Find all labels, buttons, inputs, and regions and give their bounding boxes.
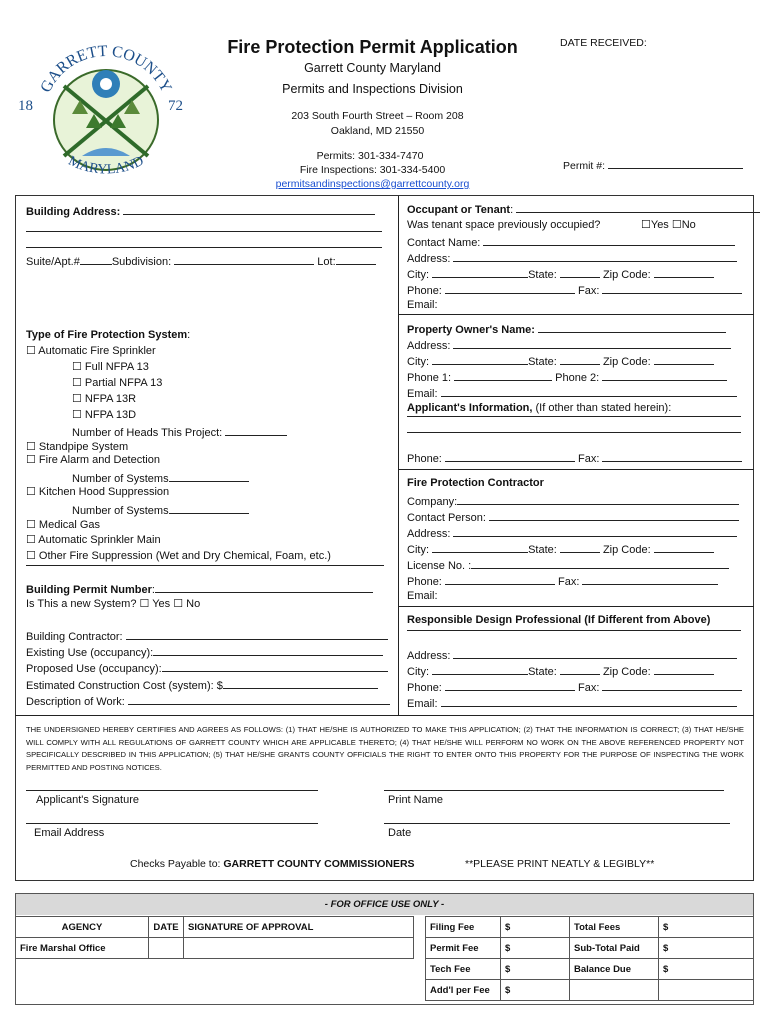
empty-cell [570,980,659,1001]
occupant-row: Occupant or Tenant: [407,201,760,217]
building-contractor-row: Building Contractor: [26,628,388,644]
occupant-city-field[interactable] [432,266,528,278]
existing-use-row: Existing Use (occupancy): [26,644,383,660]
fire-phone: Fire Inspections: 301-334-5400 [299,164,446,176]
permit-fee-value[interactable]: $ [501,938,570,959]
date-header: DATE [149,917,184,938]
occupant-fax-field[interactable] [602,282,742,294]
owner-field[interactable] [538,321,726,333]
filing-fee-label: Filing Fee [426,917,501,938]
checks-payable: Checks Payable to: GARRETT COUNTY COMMISSIONERS [130,858,415,870]
permit-fee-label: Permit Fee [426,938,501,959]
occupant-phone-field[interactable] [445,282,575,294]
occupant-address-field[interactable] [453,250,737,262]
bp-number-field[interactable] [155,581,373,593]
suite-row: Suite/Apt.# Subdivision: Lot: [26,253,376,269]
rdp-address-field[interactable] [453,647,737,659]
print-neatly-note: **PLEASE PRINT NEATLY & LEGIBLY** [465,858,655,870]
new-system-question[interactable]: Is This a new System? ☐ Yes ☐ No [26,598,201,610]
owner-phone-row: Phone 1: Phone 2: [407,369,727,385]
rdp-fax-field[interactable] [602,679,742,691]
applicant-row: Applicant's Information, (If other than stated herein): [407,402,672,414]
owner-zip-field[interactable] [654,353,714,365]
existing-use-field[interactable] [153,644,383,656]
agency-header: AGENCY [16,917,149,938]
description-row: Description of Work: [26,693,390,709]
permits-phone: Permits: 301-334-7470 [316,150,424,162]
date-received-label: DATE RECEIVED: [560,37,647,49]
balance-due-value[interactable]: $ [659,959,754,980]
owner-phone1-field[interactable] [454,369,552,381]
owner-email-field[interactable] [441,385,737,397]
filing-fee-value[interactable]: $ [501,917,570,938]
addl-fee-value[interactable]: $ [501,980,570,1001]
occupant-zip-field[interactable] [654,266,714,278]
proposed-use-field[interactable] [162,660,388,672]
rdp-phone-field[interactable] [445,679,575,691]
applicant-line-2[interactable] [407,432,741,433]
date-line[interactable] [384,823,730,824]
fps-sprinkler-main[interactable]: ☐ Automatic Sprinkler Main [26,534,161,546]
total-fees-value[interactable]: $ [659,917,754,938]
contractor-state-field[interactable] [560,541,600,553]
email-link[interactable]: permitsandinspections@garrettcounty.org [275,178,470,190]
contractor-title: Fire Protection Contractor [407,477,544,489]
permit-number-field[interactable] [608,157,743,169]
building-address-field[interactable] [123,203,375,215]
company-row: Company: [407,493,739,509]
fps-medical-gas[interactable]: ☐ Medical Gas [26,519,101,531]
subdivision-field[interactable] [174,253,314,265]
county-seal [18,36,190,186]
rdp-address-row: Address: [407,647,737,663]
building-contractor-field[interactable] [126,628,388,640]
owner-city-row: City: State: Zip Code: [407,353,714,369]
license-field[interactable] [471,557,729,569]
occupant-contact-row: Contact Name: [407,234,735,250]
alarm-systems-field[interactable] [169,470,249,482]
rdp-email-field[interactable] [441,695,737,707]
occupant-city-row: City: State: Zip Code: [407,266,714,282]
fps-automatic-sprinkler[interactable]: ☐ Automatic Fire Sprinkler [26,345,156,357]
balance-due-label: Balance Due [570,959,659,980]
occupant-contact-field[interactable] [483,234,735,246]
fire-marshal-sig-cell[interactable] [184,938,414,959]
fps-title: Type of Fire Protection System: [26,329,191,341]
rdp-title: Responsible Design Professional (If Different from Above) [407,614,711,626]
bp-number-label: Building Permit Number: [26,581,373,597]
fps-fire-alarm[interactable]: ☐ Fire Alarm and Detection [26,454,160,466]
addl-fee-label: Add'l per Fee [426,980,501,1001]
division-name: Permits and Inspections Division [282,82,463,96]
lot-field[interactable] [336,253,376,265]
tech-fee-label: Tech Fee [426,959,501,980]
contact-person-field[interactable] [489,509,739,521]
other-suppression-line[interactable] [26,565,384,566]
print-name-label: Print Name [388,794,444,806]
fire-marshal-cell: Fire Marshal Office [16,938,149,959]
building-address-line-2[interactable] [26,231,382,232]
occupant-email-label: Email: [407,299,438,311]
number-of-heads-field[interactable] [225,424,287,436]
applicant-phone-field[interactable] [445,450,575,462]
hood-systems-field[interactable] [169,502,249,514]
tech-fee-value[interactable]: $ [501,959,570,980]
hood-systems-row: Number of Systems [72,502,249,518]
fps-kitchen-hood[interactable]: ☐ Kitchen Hood Suppression [26,486,170,498]
est-cost-field[interactable] [223,677,378,689]
total-fees-label: Total Fees [570,917,659,938]
description-field[interactable] [128,693,390,705]
prev-occupied-question: Was tenant space previously occupied? [407,219,601,231]
owner-row: Property Owner's Name: [407,321,726,337]
email-address-label: Email Address [34,827,105,839]
rdp-state-field[interactable] [560,663,600,675]
seal-year-left: 18 [18,98,33,114]
fps-nfpa13r[interactable]: ☐ NFPA 13R [72,393,137,405]
print-name-line[interactable] [384,790,724,791]
rdp-email-row: Email: [407,695,737,711]
fps-standpipe[interactable]: ☐ Standpipe System [26,441,129,453]
number-of-heads-row: Number of Heads This Project: [72,424,287,440]
subtotal-paid-label: Sub-Total Paid [570,938,659,959]
certification-text: THE UNDERSIGNED HEREBY CERTIFIES AND AGREES AS FOLLOWS: (1) THAT HE/SHE IS AUTHORIZED TO MAKE THIS APPLICATION; (2) THAT THE INFORMATION IS CORRECT; (3) THAT HE/SHE WILL COMPLY WITH ALL REGULATIONS OF GARRETT COUNTY WHICH ARE APPLICABLE THERETO; (4) THAT HE/SHE WILL PERFORM NO WORK ON THE ABOVE REFERENCED PROPERTY NOT SPECIFICALLY DESCRIBED IN THIS APPLICATION; (5) THAT HE/SHE GRANTS COUNTY OFFICIALS THE RIGHT TO ENTER ONTO THIS PROPERTY FOR THE PURPOSE OF INSPECTING THE WORK PERMITTED AND POSTING NOTICES. [26,725,744,772]
applicant-signature-label: Applicant's Signature [36,794,139,806]
rdp-phone-row: Phone: Fax: [407,679,742,695]
alarm-systems-row: Number of Systems [72,470,249,486]
suite-field[interactable] [80,253,112,265]
fire-marshal-date-cell[interactable] [149,938,184,959]
contractor-phone-row: Phone: Fax: [407,573,718,589]
applicant-fax-field[interactable] [602,450,742,462]
rdp-name-line[interactable] [407,630,741,631]
owner-email-row: Email: [407,385,737,401]
company-field[interactable] [457,493,739,505]
signature-header: SIGNATURE OF APPROVAL [184,917,414,938]
contact-person-row: Contact Person: [407,509,739,525]
rdp-city-row: City: State: Zip Code: [407,663,714,679]
city-address: Oakland, MD 21550 [330,125,425,137]
proposed-use-row: Proposed Use (occupancy): [26,660,388,676]
owner-state-field[interactable] [560,353,600,365]
fps-partial-nfpa13[interactable]: ☐ Partial NFPA 13 [72,377,163,389]
contractor-phone-field[interactable] [445,573,555,585]
street-address: 203 South Fourth Street – Room 208 [291,110,464,122]
fees-table [425,916,754,1001]
contractor-city-row: City: State: Zip Code: [407,541,714,557]
owner-address-row: Address: [407,337,731,353]
rdp-city-field[interactable] [432,663,528,675]
applicant-line-1[interactable] [407,416,741,417]
contractor-address-row: Address: [407,525,737,541]
subtotal-paid-value[interactable]: $ [659,938,754,959]
owner-phone2-field[interactable] [602,369,727,381]
occupant-state-field[interactable] [560,266,600,278]
email-address-line[interactable] [26,823,318,824]
contractor-address-field[interactable] [453,525,737,537]
rdp-zip-field[interactable] [654,663,714,675]
building-address-row: Building Address: [26,203,375,219]
applicant-signature-line[interactable] [26,790,318,791]
applicant-phone-row: Phone: Fax: [407,450,742,466]
owner-city-field[interactable] [432,353,528,365]
seal-year-right: 72 [168,98,183,114]
contractor-city-field[interactable] [432,541,528,553]
permit-number-label: Permit #: [563,157,743,173]
office-use-title: - FOR OFFICE USE ONLY - [16,894,753,915]
owner-address-field[interactable] [453,337,731,349]
occupant-field[interactable] [516,201,760,213]
date-label: Date [388,827,412,839]
agency-table [15,916,414,959]
occupant-address-row: Address: [407,250,737,266]
building-address-line-3[interactable] [26,247,382,248]
contractor-fax-field[interactable] [582,573,718,585]
contractor-zip-field[interactable] [654,541,714,553]
est-cost-row: Estimated Construction Cost (system): $ [26,677,378,693]
occupant-phone-row: Phone: Fax: [407,282,742,298]
seal-top-text: GARRETT COUNTY [37,42,175,96]
page-title: Fire Protection Permit Application [227,37,518,57]
fps-other-suppression[interactable]: ☐ Other Fire Suppression (Wet and Dry Chemical, Foam, etc.) [26,550,331,562]
contractor-email-label: Email: [407,590,438,602]
prev-occupied-yes-no[interactable]: ☐Yes ☐No [641,219,696,231]
license-row: License No. : [407,557,729,573]
fps-full-nfpa13[interactable]: ☐ Full NFPA 13 [72,361,149,373]
empty-cell [659,980,754,1001]
seal-bottom-text: MARYLAND [65,153,147,178]
fps-nfpa13d[interactable]: ☐ NFPA 13D [72,409,137,421]
county-name: Garrett County Maryland [304,61,441,75]
